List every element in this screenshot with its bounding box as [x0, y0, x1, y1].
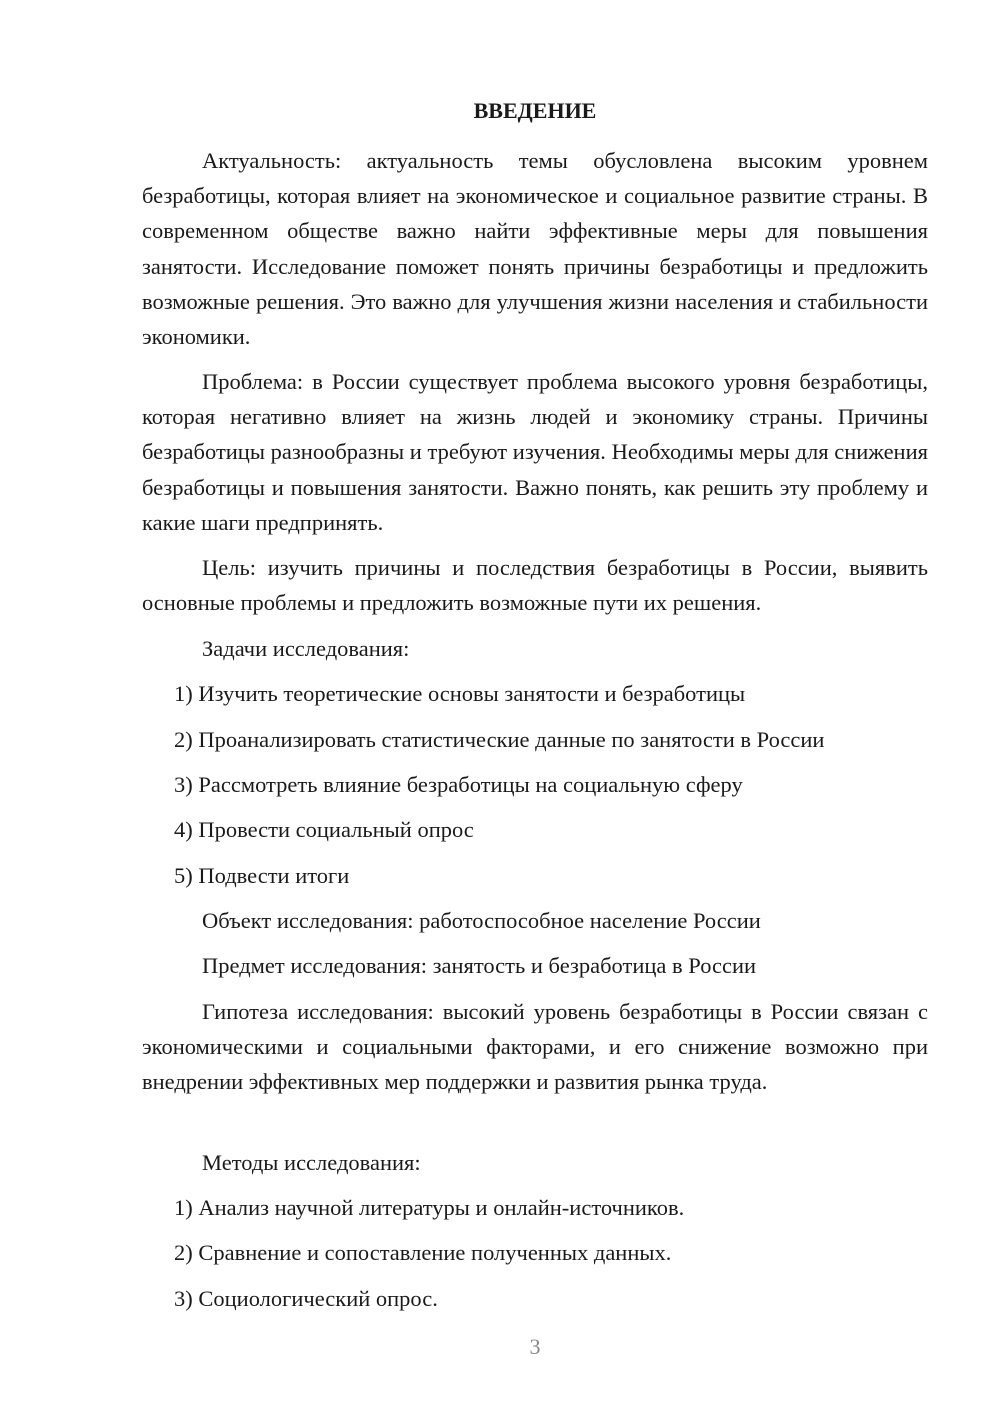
method-item: 2) Сравнение и сопоставление полученных данных. [174, 1240, 672, 1265]
task-item: 1) Изучить теоретические основы занятости и безработицы [174, 681, 746, 706]
paragraph-goal: Цель: изучить причины и последствия безработицы в России, выявить основные проблемы и предложить возможные пути их решения. [142, 555, 928, 616]
task-item: 4) Провести социальный опрос [174, 817, 474, 842]
page-number: 3 [529, 1334, 541, 1359]
paragraph-hypothesis: Гипотеза исследования: высокий уровень безработицы в России связан с экономическими и социальными факторами, и его снижение возможно при внедрении эффективных мер поддержки и развития рынка труда. [142, 999, 928, 1095]
research-subject: Предмет исследования: занятость и безработица в России [202, 953, 757, 978]
task-item: 2) Проанализировать статистические данные по занятости в России [174, 727, 825, 752]
task-item: 3) Рассмотреть влияние безработицы на социальную сферу [174, 772, 743, 797]
tasks-heading: Задачи исследования: [202, 636, 410, 661]
paragraph-relevance: Актуальность: актуальность темы обусловлена высоким уровнем безработицы, которая влияет на экономическое и социальное развитие страны. В современном обществе важно найти эффективные меры для повышения занятости. Исследование поможет понять причины безработицы и предложить возможные решения. Это важно для улучшения жизни населения и стабильности экономики. [142, 148, 928, 350]
method-item: 3) Социологический опрос. [174, 1286, 438, 1311]
task-item: 5) Подвести итоги [174, 863, 350, 888]
document-page [142, 0, 928, 1414]
research-object: Объект исследования: работоспособное население России [202, 908, 761, 933]
methods-heading: Методы исследования: [202, 1150, 421, 1175]
paragraph-problem: Проблема: в России существует проблема высокого уровня безработицы, которая негативно влияет на жизнь людей и экономику страны. Причины безработицы разнообразны и требуют изучения. Необходимы меры для снижения безработицы и повышения занятости. Важно понять, как решить эту проблему и какие шаги предпринять. [142, 369, 928, 535]
method-item: 1) Анализ научной литературы и онлайн-источников. [174, 1195, 685, 1220]
page-title: ВВЕДЕНИЕ [473, 98, 597, 123]
